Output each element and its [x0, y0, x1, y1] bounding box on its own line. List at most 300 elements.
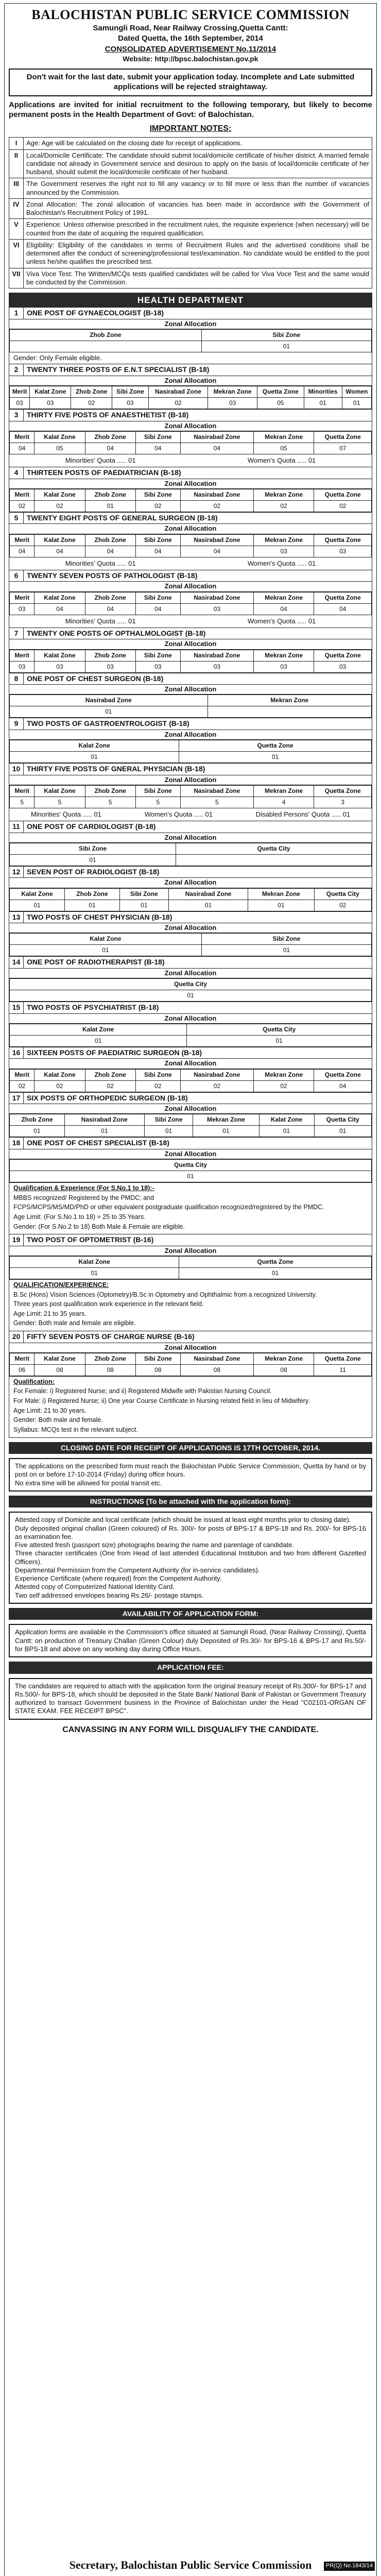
- zone-value: 04: [85, 443, 135, 454]
- allocation-table: [9, 650, 372, 673]
- zone-name: Sibi Zone: [135, 1069, 180, 1080]
- post-title: [9, 673, 372, 685]
- zone-value: 03: [10, 661, 34, 672]
- allocation-table: [9, 1353, 372, 1376]
- post-block: [9, 763, 372, 821]
- zone-value: 08: [34, 1364, 85, 1376]
- zone-name: Mekran Zone: [253, 650, 314, 661]
- zone-name: Kalat Zone: [34, 1353, 85, 1364]
- zone-value: 02: [314, 900, 371, 911]
- zone-header-row: [10, 1114, 372, 1126]
- post-block: [9, 718, 372, 764]
- allocation-table: [9, 329, 372, 352]
- quota-item: Women's Quota ..... 01: [247, 559, 316, 567]
- optometrist-line: Three years post qualification work experience in the relevant field.: [13, 1300, 204, 1308]
- advertisement-page: [4, 3, 377, 2576]
- zone-value: 02: [253, 500, 314, 512]
- post-name: THIRTY FIVE POSTS OF ANAESTHETIST (B-18): [27, 411, 189, 419]
- zone-value-row: [10, 854, 372, 866]
- note-text: Local/Domicile Certificate: The candidate should submit local/domicile certificate of his/her district. A married female candidate not already in Government service and desirous to apply on the basis of local/domicile certificate of her husband, should submit the local/domicile certificate of her husband.: [24, 149, 372, 178]
- zone-value: 5: [34, 796, 85, 808]
- zone-name: Sibi Zone: [10, 843, 176, 854]
- post-number: 13: [9, 912, 24, 923]
- allocation-table: [9, 1114, 372, 1137]
- post-block: [9, 467, 372, 513]
- availability-text: Application forms are available in the Commission's office situated at Samungli Road, (Near Railway Crossing), Quetta Cantt: on production of Treasury Challan (Green Colour) duly Deposited of Rs.30/- for BPS-16 & BPS-17 and Rs.50/- for BPS-18 and above on any working day during Office Hours.: [9, 1624, 372, 1657]
- zone-value: 03: [112, 398, 149, 409]
- zone-name: Quetta City: [10, 1160, 372, 1171]
- zone-name: Quetta City: [314, 1114, 371, 1126]
- zone-header-row: [10, 979, 372, 990]
- zone-value: 01: [314, 1126, 371, 1137]
- document-item: Experience Certificate (where required) from the Competent Authority.: [15, 1574, 222, 1582]
- zone-name: Quetta Zone: [314, 534, 372, 546]
- zone-value: 03: [314, 661, 372, 672]
- allocation-table: [9, 978, 372, 1002]
- fee-text: The candidates are required to attach with the application form the original treasury receipt of Rs.300/- for BPS-17 and Rs.500/- for BPS-18, which should be deposited in the State Bank/ National Bank of Pakistan or Government Treasury authorized to transact Government business in the Province of Balochistan under the Head "C02101-ORGAN OF STATE EXAM. FEE RECEIPT BPSC".: [9, 1678, 372, 1720]
- zone-value: [176, 854, 372, 866]
- zone-value: 04: [314, 1080, 372, 1092]
- general-line: No extra time will be allowed for postal transit etc.: [15, 1479, 162, 1487]
- zone-value: 04: [34, 546, 85, 557]
- zone-value: 03: [253, 661, 314, 672]
- post-name: TWO POSTS OF GASTROENTROLOGIST (B-18): [27, 719, 189, 728]
- zone-value: 04: [314, 603, 372, 615]
- post-number: 17: [9, 1093, 24, 1104]
- zone-name: Nasirabad Zone: [180, 785, 253, 796]
- post-name: TWENTY EIGHT POSTS OF GENERAL SURGEON (B-18): [27, 513, 218, 522]
- note-number: III: [9, 178, 24, 199]
- zone-name: Sibi Zone: [144, 1114, 193, 1126]
- zone-name: Zhob Zone: [85, 534, 135, 546]
- zone-value: 02: [148, 398, 208, 409]
- zone-name: Nasirabad Zone: [180, 650, 253, 661]
- health-department-heading: HEALTH DEPARTMENT: [9, 293, 372, 308]
- closing-date-heading: CLOSING DATE FOR RECEIPT OF APPLICATIONS IS 17TH OCTOBER, 2014.: [9, 1442, 372, 1454]
- zone-value: 03: [85, 661, 135, 672]
- zone-header-row: [10, 1024, 372, 1035]
- note-row: [9, 138, 372, 149]
- notes-table: [9, 137, 372, 289]
- zone-name: Nasirabad Zone: [180, 592, 253, 603]
- zone-name: Zhob Zone: [85, 1353, 135, 1364]
- post-block: [9, 307, 372, 364]
- post-block: [9, 956, 372, 1002]
- zone-value: 01: [201, 341, 371, 352]
- qualification-line: Age Limit: (For S.No.1 to 18) = 25 to 35 Years.: [13, 1213, 146, 1221]
- post-block: [9, 570, 372, 628]
- zone-value: 08: [253, 1364, 314, 1376]
- post-number: 8: [9, 673, 24, 685]
- zone-value: 01: [304, 398, 342, 409]
- post-name: TWENTY THREE POSTS OF E.N.T SPECIALIST (B-18): [27, 365, 210, 374]
- zone-value: 04: [10, 443, 34, 454]
- allocation-table: [9, 1256, 372, 1279]
- zone-name: Quetta Zone: [314, 650, 372, 661]
- quota-item: Disabled Persons' Quota ..... 01: [255, 810, 351, 818]
- zone-header-row: [10, 888, 372, 900]
- zone-value: 04: [135, 546, 180, 557]
- zone-name: Mekran Zone: [248, 888, 314, 900]
- quota-row: [9, 808, 372, 821]
- zone-name: Mekran Zone: [253, 489, 314, 500]
- post-title: [9, 718, 372, 730]
- zone-name: Nasirabad Zone: [10, 695, 208, 706]
- zone-value: 01: [168, 900, 248, 911]
- zone-header-row: [10, 330, 372, 341]
- zone-header-row: [10, 1069, 372, 1080]
- zone-value: 02: [34, 1080, 85, 1092]
- zone-header-row: [10, 934, 372, 945]
- zone-value: 01: [10, 752, 179, 763]
- zone-value: 02: [135, 500, 180, 512]
- note-number: I: [9, 138, 24, 149]
- post-number: 7: [9, 628, 24, 639]
- note-row: [9, 219, 372, 240]
- zone-value: 01: [193, 1126, 259, 1137]
- zone-name: Nasirabad Zone: [64, 1114, 144, 1126]
- zone-name: Sibi Zone: [135, 650, 180, 661]
- zone-value-row: [10, 990, 372, 1002]
- zone-header-row: [10, 1353, 372, 1364]
- post-title: [9, 1234, 372, 1246]
- post-number: 14: [9, 957, 24, 968]
- general-line: The applications on the prescribed form must reach the Balochistan Public Service Commission, Quetta by hand or by post on or before 17-10-2014 (Friday) during office hours.: [15, 1462, 366, 1479]
- zone-value: 01: [85, 500, 135, 512]
- post-number: 16: [9, 1047, 24, 1059]
- zone-value: 02: [314, 500, 372, 512]
- zone-value-row: [10, 546, 372, 557]
- nurse-line: For Male: i) Registered Nurse; ii) One year Course Certificate in Nursing related field in lieu of Midwifery.: [13, 1397, 310, 1404]
- zone-name: Kalat Zone: [30, 386, 71, 398]
- allocation-table: [9, 489, 372, 512]
- nurse-line: Age Limit: 21 to 30 years.: [13, 1406, 86, 1414]
- zone-name: Sibi Zone: [135, 489, 180, 500]
- zone-name: Mekran Zone: [253, 1353, 314, 1364]
- zone-name: Mekran Zone: [253, 534, 314, 546]
- allocation-table: [9, 933, 372, 956]
- allocation-title: Zonal Allocation: [9, 1059, 372, 1069]
- post-name: SEVEN POST OF RADIOLOGIST (B-18): [27, 867, 160, 876]
- zone-header-row: [10, 650, 372, 661]
- post-number: 3: [9, 410, 24, 421]
- zone-name: Merit: [10, 650, 34, 661]
- note-number: VI: [9, 239, 24, 268]
- post-block: [9, 512, 372, 570]
- post-title: [9, 764, 372, 775]
- quota-item: Women's Quota ..... 01: [247, 617, 316, 625]
- post-block: [9, 1331, 372, 1377]
- zone-header-row: [10, 695, 372, 706]
- zone-value: 03: [135, 661, 180, 672]
- zone-value: 5: [180, 796, 253, 808]
- zone-name: Mekran Zone: [207, 695, 371, 706]
- zone-name: Mekran Zone: [208, 386, 257, 398]
- allocation-title: Zonal Allocation: [9, 479, 372, 489]
- header: [9, 7, 372, 63]
- zone-name: Zhob Zone: [85, 489, 135, 500]
- post-number: 20: [9, 1331, 24, 1343]
- post-number: 6: [9, 570, 24, 582]
- zone-value: 02: [253, 1080, 314, 1092]
- zone-name: Merit: [10, 431, 34, 443]
- post-block: [9, 866, 372, 912]
- post-title: [9, 467, 372, 479]
- zone-name: Quetta Zone: [314, 1069, 372, 1080]
- zone-value: 05: [34, 443, 85, 454]
- zone-value: 01: [64, 1126, 144, 1137]
- zone-name: Nasirabad Zone: [180, 534, 253, 546]
- zone-value-row: [10, 443, 372, 454]
- zone-value: 01: [342, 398, 371, 409]
- zone-value-row: [10, 398, 372, 409]
- document-item: Departmental Permission from the Competent Authority (for in-service candidates).: [15, 1566, 260, 1574]
- note-row: [9, 149, 372, 178]
- zone-name: Mekran Zone: [193, 1114, 259, 1126]
- post-block: [9, 1234, 372, 1280]
- note-text: Viva Voce Test: The Written/MCQs tests qualified candidates will be called for Viva Voce Test and the same would be conducted by the Commission.: [24, 268, 372, 289]
- zone-value: 01: [10, 854, 176, 866]
- zone-value: 03: [208, 398, 257, 409]
- optometrist-qualification: [9, 1279, 372, 1331]
- qualification-block: [9, 1182, 372, 1234]
- qualification-line: MBBS recognized/ Registered by the PMDC; and: [13, 1194, 154, 1201]
- zone-value: 04: [135, 443, 180, 454]
- zone-name: Sibi Zone: [135, 592, 180, 603]
- zone-value-row: [10, 1171, 372, 1182]
- zone-value: 02: [85, 1080, 135, 1092]
- zone-value: 01: [248, 900, 314, 911]
- zone-value-row: [10, 1126, 372, 1137]
- post-title: [9, 410, 372, 421]
- zone-name: Quetta City: [10, 979, 372, 990]
- zone-value: 03: [10, 398, 30, 409]
- zone-name: Sibi Zone: [135, 534, 180, 546]
- fee-heading: APPLICATION FEE:: [9, 1662, 372, 1674]
- allocation-table: [9, 1024, 372, 1047]
- website-link[interactable]: Website: http://bpsc.balochistan.gov.pk: [123, 54, 258, 63]
- zone-name: Zhob Zone: [71, 386, 112, 398]
- zone-value-row: [10, 1364, 372, 1376]
- zone-value: 06: [10, 1364, 34, 1376]
- zone-value: 01: [119, 900, 168, 911]
- post-title: [9, 1331, 372, 1343]
- post-title: [9, 821, 372, 833]
- allocation-table: [9, 888, 372, 911]
- zone-value: 08: [85, 1364, 135, 1376]
- qualification-line: FCPS/MCPS/MS/MD/PhD or other equivalent postgraduate qualification recognized/registered by the PMDC.: [13, 1204, 324, 1211]
- note-number: VII: [9, 268, 24, 289]
- zone-value: [207, 706, 371, 718]
- allocation-table: [9, 694, 372, 718]
- zone-name: Kalat Zone: [34, 431, 85, 443]
- note-text: Age: Age will be calculated on the closing date for receipt of applications.: [24, 138, 372, 149]
- zone-header-row: [10, 740, 372, 752]
- zone-name: Quetta Zone: [314, 489, 372, 500]
- canvassing-warning: CANVASSING IN ANY FORM WILL DISQUALIFY THE CANDIDATE.: [62, 1725, 319, 1734]
- advert-date: Dated Quetta, the 16th September, 2014: [118, 34, 263, 43]
- allocation-table: [9, 785, 372, 808]
- zone-value: 04: [85, 546, 135, 557]
- zone-header-row: [10, 431, 372, 443]
- zone-value: 03: [180, 661, 253, 672]
- allocation-table: [9, 740, 372, 763]
- zone-value: 01: [201, 945, 371, 956]
- post-name: TWENTY SEVEN POSTS OF PATHOLOGIST (B-18): [27, 571, 198, 580]
- zone-value: 01: [10, 706, 208, 718]
- zone-name: Quetta Zone: [314, 785, 372, 796]
- zone-value: 01: [10, 990, 372, 1002]
- zone-value: 02: [135, 1080, 180, 1092]
- post-title: [9, 513, 372, 524]
- zone-value: 03: [10, 603, 34, 615]
- zone-value: 02: [34, 500, 85, 512]
- zone-name: Nasirabad Zone: [180, 1353, 253, 1364]
- zone-name: Nasirabad Zone: [180, 489, 253, 500]
- quota-item: Minorities' Quota ..... 01: [30, 810, 101, 818]
- quota-row: [9, 615, 372, 628]
- allocation-table: [9, 843, 372, 866]
- qualification-title: Qualification & Experience (For S.No.1 to 18):-: [13, 1184, 154, 1192]
- nurse-line: Syllabus: MCQs test in the relevant subject.: [13, 1426, 138, 1433]
- zone-value-row: [10, 796, 372, 808]
- post-block: [9, 1047, 372, 1093]
- zone-value: 01: [65, 900, 120, 911]
- zone-name: Sibi Zone: [201, 934, 371, 945]
- allocation-title: Zonal Allocation: [9, 775, 372, 785]
- post-title: [9, 1138, 372, 1149]
- zone-value-row: [10, 500, 372, 512]
- post-number: 1: [9, 308, 24, 319]
- zone-value: 5: [85, 796, 135, 808]
- zone-value-row: [10, 341, 372, 352]
- allocation-title: Zonal Allocation: [9, 1343, 372, 1353]
- zone-name: Kalat Zone: [34, 489, 85, 500]
- note-text: Eligibility: Eligibility of the candidates in terms of Recruitment Rules and the advertised conditions shall be determined after the conduct of screening/professional test/examination. No candidate would be entitled to the post unless he/she qualifies the prescribed test.: [24, 239, 372, 268]
- allocation-title: Zonal Allocation: [9, 1104, 372, 1114]
- post-number: 15: [9, 1002, 24, 1013]
- zone-name: Quetta Zone: [314, 592, 372, 603]
- zone-name: Nasirabad Zone: [180, 431, 253, 443]
- zone-header-row: [10, 592, 372, 603]
- zone-value: 03: [30, 398, 71, 409]
- zone-value: 11: [314, 1364, 372, 1376]
- allocation-title: Zonal Allocation: [9, 833, 372, 843]
- advert-number: CONSOLIDATED ADVERTISEMENT No.11/2014: [105, 45, 276, 54]
- post-title: [9, 957, 372, 969]
- post-number: 11: [9, 821, 24, 833]
- note-number: II: [9, 149, 24, 178]
- zone-name: Kalat Zone: [34, 1069, 85, 1080]
- zone-value: 04: [180, 443, 253, 454]
- zone-value: 02: [180, 500, 253, 512]
- optometrist-qual-title: QUALIFICATION/EXPERIENCE:: [13, 1281, 109, 1289]
- post-name: SIXTEEN POSTS OF PAEDIATRIC SURGEON (B-18): [27, 1048, 202, 1057]
- zone-value: 07: [314, 443, 372, 454]
- zone-name: Mekran Zone: [253, 592, 314, 603]
- document-item: Five attested fresh (passport size) photographs bearing the name and parentage of candidate.: [15, 1541, 295, 1549]
- allocation-title: Zonal Allocation: [9, 376, 372, 386]
- post-title: [9, 628, 372, 640]
- quota-item: Minorities' Quota ..... 01: [65, 559, 136, 567]
- allocation-title: Zonal Allocation: [9, 524, 372, 534]
- zone-name: Zhob Zone: [85, 785, 135, 796]
- quota-row: [9, 454, 372, 467]
- nurse-qualification: [9, 1376, 372, 1438]
- post-block: [9, 673, 372, 719]
- zone-name: Kalat Zone: [34, 534, 85, 546]
- zone-value: 08: [135, 1364, 180, 1376]
- document-item: Attested copy of Domicile and local certificate (which should be issued at least eight months prior to closing date).: [15, 1516, 351, 1524]
- zone-value: 01: [187, 1035, 372, 1046]
- nurse-line: For Female: i) Registered Nurse; and ii) Registered Midwife with Pakistan Nursing Council.: [13, 1387, 272, 1395]
- zone-name: Merit: [10, 1353, 34, 1364]
- zone-header-row: [10, 785, 372, 796]
- zone-value-row: [10, 1080, 372, 1092]
- optometrist-line: B.Sc (Hons) Vision Sciences (Optometry)/B.Sc in Optometry and Ophthalmic from a recognized University.: [13, 1291, 317, 1298]
- zone-value: 08: [180, 1364, 253, 1376]
- note-row: [9, 178, 372, 199]
- zone-name: Sibi Zone: [135, 1353, 180, 1364]
- allocation-table: [9, 386, 372, 409]
- zone-value: 01: [10, 1035, 187, 1046]
- document-item: Two self addressed envelopes bearing Rs.26/- postage stamps.: [15, 1591, 204, 1599]
- zone-value: 04: [10, 546, 34, 557]
- post-name: ONE POST OF CHEST SURGEON (B-18): [27, 674, 164, 683]
- zone-value: 03: [34, 661, 85, 672]
- post-title: [9, 1093, 372, 1105]
- post-number: 9: [9, 718, 24, 730]
- nurse-line: Gender: Both male and female.: [13, 1416, 103, 1424]
- post-title: [9, 1002, 372, 1014]
- zone-name: Zhob Zone: [85, 650, 135, 661]
- post-name: THIRTEEN POSTS OF PAEDIATRICIAN (B-18): [27, 468, 181, 477]
- post-block: [9, 821, 372, 867]
- zone-value: 04: [85, 603, 135, 615]
- zone-name: Kalat Zone: [34, 650, 85, 661]
- zone-value: 03: [314, 546, 372, 557]
- zone-name: Zhob Zone: [65, 888, 120, 900]
- zone-value-row: [10, 1035, 372, 1046]
- zone-value: 03: [253, 546, 314, 557]
- post-number: 2: [9, 364, 24, 376]
- zone-value: 01: [10, 900, 65, 911]
- zone-name: Merit: [10, 489, 34, 500]
- availability-heading: AVAILABILITY OF APPLICATION FORM:: [9, 1608, 372, 1620]
- allocation-title: Zonal Allocation: [9, 730, 372, 740]
- allocation-table: [9, 1159, 372, 1182]
- zone-name: Merit: [10, 1069, 34, 1080]
- post-name: ONE POST OF CARDIOLOGIST (B-18): [27, 822, 156, 831]
- allocation-title: Zonal Allocation: [9, 1149, 372, 1159]
- post-number: 18: [9, 1138, 24, 1149]
- post-name: TWENTY ONE POSTS OF OPTHALMOLOGIST (B-18): [27, 629, 206, 637]
- zone-name: Zhob Zone: [85, 1069, 135, 1080]
- zone-name: Kalat Zone: [10, 740, 179, 752]
- zone-value: 01: [10, 945, 202, 956]
- note-row: [9, 268, 372, 289]
- post-name: THIRTY FIVE POSTS OF GNERAL PHYSICIAN (B-18): [27, 765, 205, 773]
- zone-name: Zhob Zone: [85, 592, 135, 603]
- zone-value-row: [10, 1267, 372, 1279]
- post-name: FIFTY SEVEN POSTS OF CHARGE NURSE (B-16): [27, 1332, 195, 1341]
- quota-item: Women's Quota ..... 01: [247, 456, 316, 464]
- post-number: 12: [9, 867, 24, 878]
- post-block: [9, 911, 372, 957]
- zone-name: Merit: [10, 386, 30, 398]
- zone-name: Nasirabad Zone: [180, 1069, 253, 1080]
- zone-name: Sibi Zone: [119, 888, 168, 900]
